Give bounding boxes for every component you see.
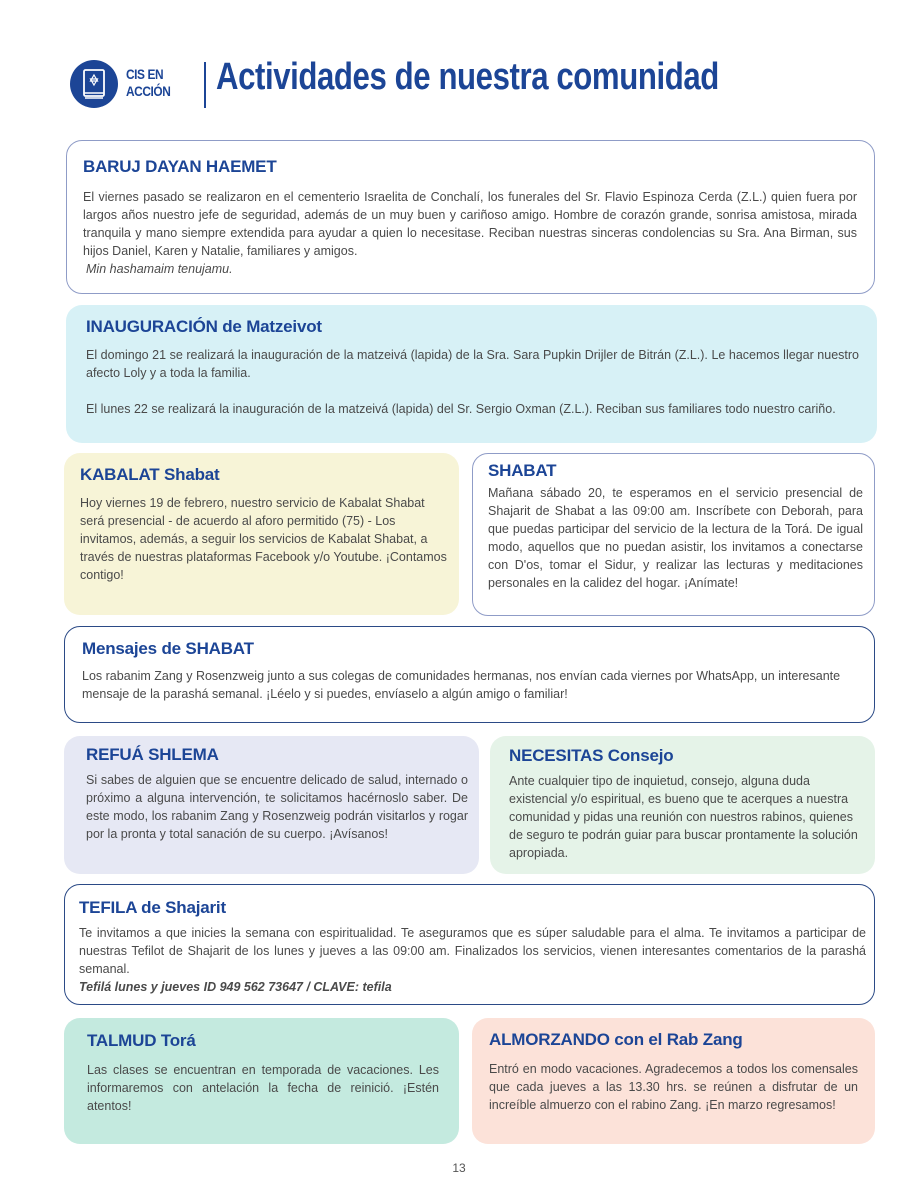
section-title: TALMUD Torá	[87, 1031, 196, 1050]
section-body: Las clases se encuentran en temporada de vacaciones. Les informaremos con antelación la fecha de reinició. ¡Estén atentos!	[87, 1063, 439, 1113]
section-paragraph-2: El lunes 22 se realizará la inauguración de la matzeivá (lapida) del Sr. Sergio Oxman (Z.L.). Reciban sus familiares todo nuestro cariño.	[86, 402, 836, 416]
section-shabat	[472, 453, 875, 616]
section-necesitas-consejo	[490, 736, 875, 874]
section-title: Mensajes de SHABAT	[82, 639, 254, 658]
section-kabalat-shabat	[64, 453, 459, 615]
section-paragraph-1: El domingo 21 se realizará la inauguración de la matzeivá (lapida) de la Sra. Sara Pupkin Drijler de Bitrán (Z.L.). Le hacemos llegar nuestro afecto Loly y a toda la familia.	[86, 348, 859, 380]
section-title: NECESITAS Consejo	[509, 746, 674, 765]
section-title: INAUGURACIÓN de Matzeivot	[86, 317, 322, 336]
section-body: Mañana sábado 20, te esperamos en el servicio presencial de Shajarit de Shabat a las 09:00 am. Inscríbete con Deborah, para que puedas participar del servicio de la lectura de la Torá. De igual modo, aquellos que no puedan asistir, los invitamos a conectarse con D'os, tomar el Sidur, y realizar las lecturas y meditaciones personales en la calidez del hogar. ¡Anímate!	[488, 486, 863, 590]
page-header	[70, 56, 719, 114]
section-title: KABALAT Shabat	[80, 465, 220, 484]
section-title: TEFILA de Shajarit	[79, 898, 226, 917]
section-baruj-dayan-haemet	[66, 140, 875, 294]
section-title: ALMORZANDO con el Rab Zang	[489, 1030, 743, 1049]
section-closing: Min hashamaim tenujamu.	[86, 262, 233, 276]
section-title: REFUÁ SHLEMA	[86, 745, 219, 764]
section-tefila-de-shajarit	[64, 884, 875, 1005]
tefila-access-info: Tefilá lunes y jueves ID 949 562 73647 / CLAVE: tefila	[79, 980, 392, 994]
header-divider	[204, 62, 206, 108]
section-body: Hoy viernes 19 de febrero, nuestro servicio de Kabalat Shabat será presencial - de acuerdo al aforo permitido (75) - Los invitamos, además, a seguir los servicios de Kabalat Shabat, a través de nuestras plataformas Facebook y/o Youtube. ¡Contamos contigo!	[80, 496, 447, 582]
section-label-line1: CIS EN	[126, 66, 164, 82]
section-talmud-tora	[64, 1018, 459, 1144]
page-title: Actividades de nuestra comunidad	[216, 56, 719, 98]
section-body: Te invitamos a que inicies la semana con espiritualidad. Te aseguramos que es súper saludable para el alma. Te invitamos a participar de nuestras Tefilot de Shajarit de los lunes y jueves a las 09:00 am. Finalizados los servicios, vienen interesantes comentarios de la parashá semanal.	[79, 926, 866, 976]
section-body: Entró en modo vacaciones. Agradecemos a todos los comensales que cada jueves a las 13.30 hrs. se reúnen a disfrutar de un increíble almuerzo con el rabino Zang. ¡En marzo regresamos!	[489, 1062, 858, 1112]
section-label	[126, 66, 177, 100]
section-mensajes-de-shabat	[64, 626, 875, 723]
section-title: SHABAT	[488, 461, 557, 480]
section-body: El viernes pasado se realizaron en el cementerio Israelita de Conchalí, los funerales del Sr. Flavio Espinoza Cerda (Z.L.) quien fuera por largos años nuestro jefe de seguridad, además de un muy buen y cariñoso amigo. Hombre de corazón grande, sonrisa amistosa, mirada tranquila y mano siempre extendida para ayudar a quien lo necesitase. Reciban nuestras sinceras condolencias su Sra. Ana Birman, sus hijos Daniel, Karen y Natalie, familiares y amigos.	[83, 190, 857, 258]
page-number: 13	[452, 1161, 466, 1175]
section-refua-shlema	[64, 736, 479, 874]
section-inauguracion	[66, 305, 877, 443]
section-body: Si sabes de alguien que se encuentre delicado de salud, internado o próximo a alguna intervención, te solicitamos hacérnoslo saber. De este modo, los rabanim Zang y Rosenzweig podrán visitarlos y rogar por la pronta y total sanación de su cuerpo. ¡Avísanos!	[86, 773, 468, 841]
section-body: Ante cualquier tipo de inquietud, consejo, alguna duda existencial y/o espiritual, es bueno que te acerques a nuestra comunidad y pidas una reunión con nuestros rabinos, quienes de seguro te podrán guiar para buscar prontamente la solución apropiada.	[509, 774, 858, 860]
section-label-line2: ACCIÓN	[126, 83, 171, 99]
section-body: Los rabanim Zang y Rosenzweig junto a sus colegas de comunidades hermanas, nos envían cada viernes por WhatsApp, un interesante mensaje de la parashá semanal. ¡Léelo y si puedes, envíaselo a algún amigo o familiar!	[82, 669, 841, 701]
section-title: BARUJ DAYAN HAEMET	[83, 157, 277, 176]
book-star-of-david-icon	[70, 60, 118, 108]
section-almorzando	[472, 1018, 875, 1144]
